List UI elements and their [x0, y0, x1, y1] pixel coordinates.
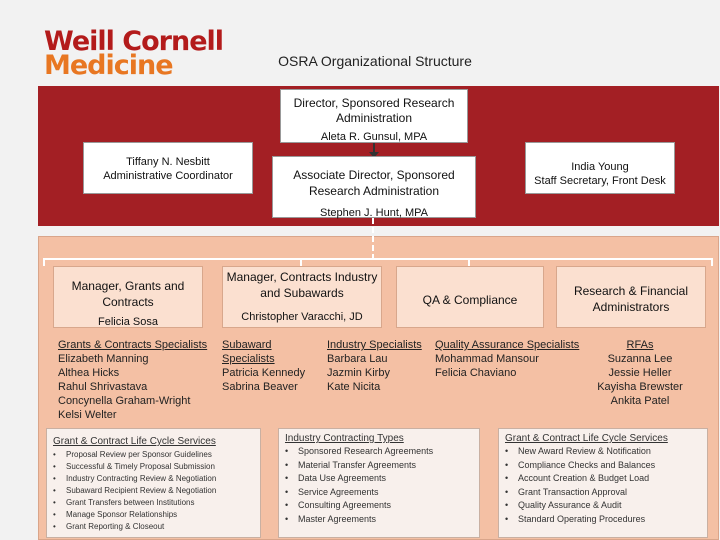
list-item: • Grant Transaction Approval [505, 486, 701, 500]
list-item: • Quality Assurance & Audit [505, 499, 701, 513]
list-item: • Subaward Recipient Review & Negotiation [53, 485, 254, 497]
manager-drop-4 [711, 258, 713, 266]
subaward-specialists [222, 338, 327, 394]
panel-heading: Grant & Contract Life Cycle Services [505, 433, 668, 444]
manager-contracts-title: Manager, Contracts Industry and Subawards [226, 270, 378, 300]
manager-grants-name: Felicia Sosa [98, 316, 158, 328]
list-item: • Standard Operating Procedures [505, 513, 701, 527]
coordinator-box [83, 142, 253, 194]
subaward-specialists-heading: Subaward Specialists [222, 339, 275, 365]
secretary-role: Staff Secretary, Front Desk [534, 175, 666, 187]
associate-director-name: Stephen J. Hunt, MPA [319, 207, 429, 219]
manager-grants-box [53, 266, 203, 328]
grants-specialists [58, 338, 228, 422]
list-item: • Grant Reporting & Closeout [53, 521, 254, 533]
industry-specialists [327, 338, 427, 394]
staff-name: Ankita Patel [610, 395, 670, 407]
staff-name: Althea Hicks [58, 367, 120, 379]
manager-drop-3 [468, 258, 470, 266]
associate-director-title: Associate Director, Sponsored Research Administration [293, 168, 455, 198]
panel-heading: Grant & Contract Life Cycle Services [53, 436, 216, 447]
staff-name: Kate Nicita [327, 381, 381, 393]
coordinator-name: Tiffany N. Nesbitt [126, 156, 210, 168]
staff-name: Sabrina Beaver [222, 381, 298, 393]
director-box [280, 89, 468, 143]
list-item: • Data Use Agreements [285, 472, 473, 486]
manager-connector-line [43, 258, 713, 260]
list-item: • Grant Transfers between Institutions [53, 497, 254, 509]
page-title: OSRA Organizational Structure [278, 53, 472, 69]
list-item: • Industry Contracting Review & Negotiation [53, 473, 254, 485]
director-name: Aleta R. Gunsul, MPA [320, 131, 428, 143]
grants-specialists-heading: Grants & Contracts Specialists [58, 339, 208, 351]
main-connector [372, 218, 374, 260]
list-item: • Sponsored Research Agreements [285, 445, 473, 459]
industry-contracting-panel [278, 428, 480, 538]
staff-name: Kelsi Welter [58, 409, 117, 421]
qa-compliance-title: QA & Compliance [422, 293, 518, 307]
manager-contracts-name: Christopher Varacchi, JD [241, 311, 363, 323]
list-item: • Material Transfer Agreements [285, 459, 473, 473]
list-item: • Proposal Review per Sponsor Guidelines [53, 449, 254, 461]
staff-name: Mohammad Mansour [435, 353, 539, 365]
manager-grants-title: Manager, Grants and Contracts [71, 279, 185, 309]
manager-contracts-box [222, 266, 382, 328]
industry-specialists-heading: Industry Specialists [327, 339, 422, 351]
list-item: • Consulting Agreements [285, 499, 473, 513]
coordinator-role: Administrative Coordinator [103, 170, 233, 182]
staff-name: Felicia Chaviano [435, 367, 517, 379]
staff-name: Suzanna Lee [607, 353, 673, 365]
staff-name: Patricia Kennedy [222, 367, 306, 379]
list-item: • Successful & Timely Proposal Submission [53, 461, 254, 473]
staff-name: Rahul Shrivastava [58, 381, 148, 393]
qa-specialists-heading: Quality Assurance Specialists [435, 339, 580, 351]
staff-name: Jazmin Kirby [327, 367, 390, 379]
list-item: • Service Agreements [285, 486, 473, 500]
list-item: • New Award Review & Notification [505, 445, 701, 459]
staff-name: Barbara Lau [327, 353, 388, 365]
list-item: • Master Agreements [285, 513, 473, 527]
staff-name: Concynella Graham-Wright [58, 395, 191, 407]
manager-drop-1 [43, 258, 45, 266]
rfa-title: Research & Financial Administrators [573, 284, 689, 314]
staff-name: Elizabeth Manning [58, 353, 149, 365]
rfa-staff-heading: RFAs [626, 339, 654, 351]
manager-drop-2 [300, 258, 302, 266]
logo-line-2: Medicine [44, 50, 173, 81]
lifecycle-services-panel [46, 428, 261, 538]
qa-specialists [435, 338, 585, 380]
logo [44, 26, 224, 81]
rfa-box [556, 266, 706, 328]
panel-heading: Industry Contracting Types [285, 433, 404, 444]
secretary-name: India Young [571, 161, 629, 173]
associate-director-box [272, 156, 476, 218]
qa-compliance-box [396, 266, 544, 328]
list-item: • Manage Sponsor Relationships [53, 509, 254, 521]
logo-line-1: Weill Cornell [44, 26, 224, 57]
rfa-staff [590, 338, 690, 408]
list-item: • Account Creation & Budget Load [505, 472, 701, 486]
list-item: • Compliance Checks and Balances [505, 459, 701, 473]
post-award-services-panel [498, 428, 708, 538]
staff-name: Kayisha Brewster [597, 381, 683, 393]
staff-name: Jessie Heller [608, 367, 672, 379]
director-title: Director, Sponsored Research Administration [293, 96, 455, 125]
secretary-box [525, 142, 675, 194]
